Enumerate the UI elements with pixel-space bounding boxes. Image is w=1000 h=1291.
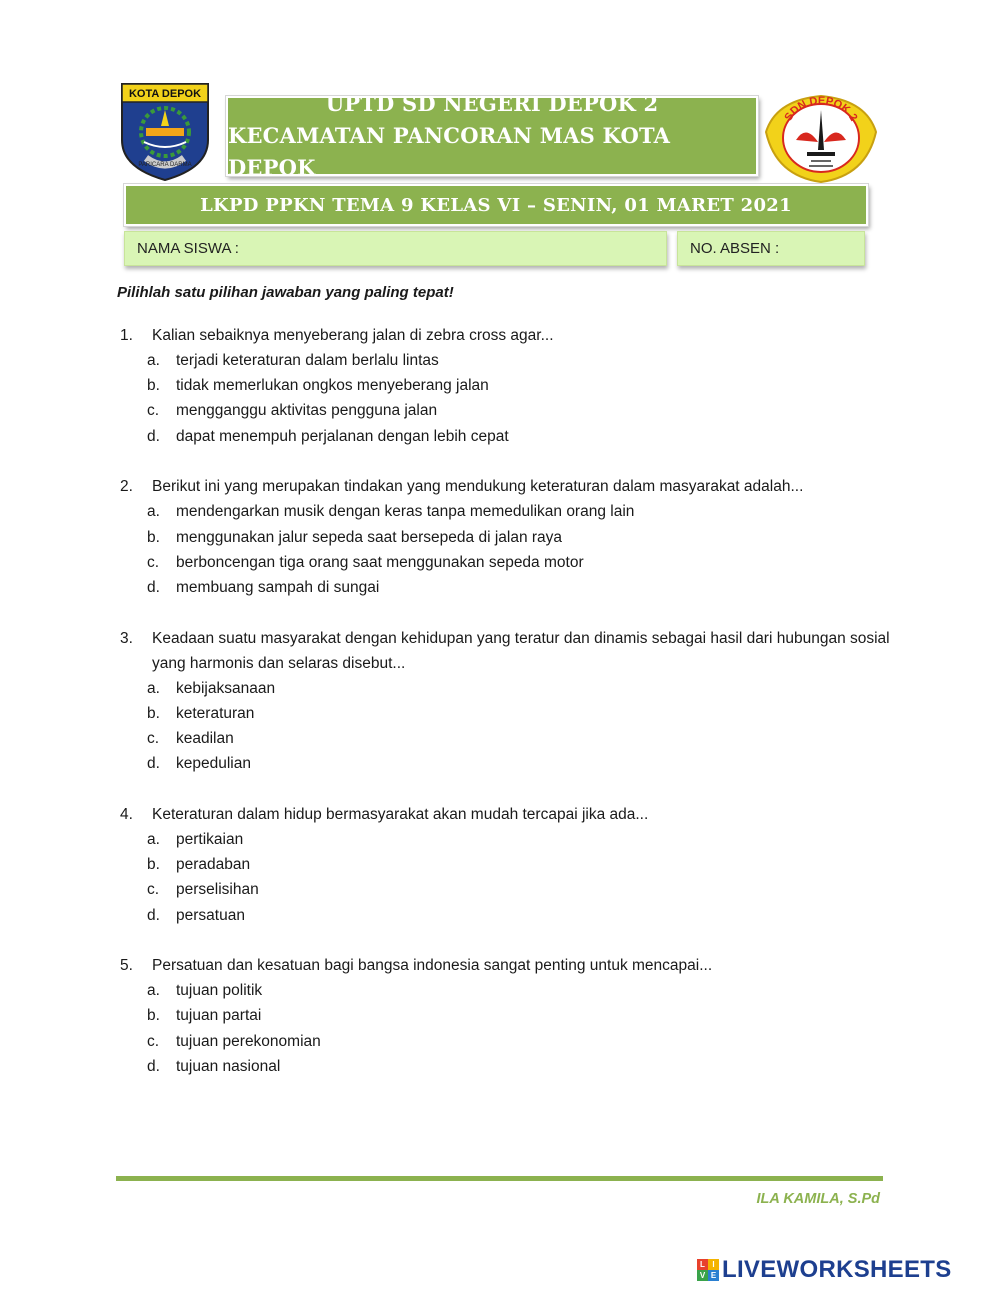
option-letter: d. xyxy=(147,906,160,924)
option-text: terjadi keteraturan dalam berlalu lintas xyxy=(176,352,439,369)
option-c[interactable] xyxy=(120,550,890,575)
option-text: pertikaian xyxy=(176,830,244,848)
option-letter: c. xyxy=(147,402,160,420)
option-text: tujuan politik xyxy=(176,982,263,1000)
option-letter: c. xyxy=(147,553,160,571)
option-a[interactable] xyxy=(120,348,890,373)
logo-letter: V xyxy=(697,1270,708,1281)
option-d[interactable] xyxy=(120,575,890,600)
question-text: Berikut ini yang merupakan tindakan yang mendukung keteraturan dalam masyarakat adalah... xyxy=(152,478,804,496)
option-c[interactable] xyxy=(120,877,890,902)
option-letter: b. xyxy=(147,704,160,722)
option-text: dapat menempuh perjalanan dengan lebih cepat xyxy=(176,427,509,445)
option-d[interactable] xyxy=(120,751,890,776)
option-text: menggunakan jalur sepeda saat bersepeda di jalan raya xyxy=(176,528,563,546)
question-5 xyxy=(120,953,890,1079)
worksheet-subtitle: LKPD PPKN TEMA 9 KELAS VI – SENIN, 01 MARET 2021 xyxy=(200,194,792,216)
option-d[interactable] xyxy=(120,903,890,928)
option-b[interactable] xyxy=(120,525,890,550)
option-text: mendengarkan musik dengan keras tanpa memedulikan orang lain xyxy=(176,503,635,521)
kota-depok-logo xyxy=(116,80,214,182)
option-text: tujuan perekonomian xyxy=(176,1032,321,1050)
option-text: keteraturan xyxy=(176,704,255,722)
question-number: 4. xyxy=(120,805,133,823)
option-letter: b. xyxy=(147,856,160,874)
option-letter: b. xyxy=(147,528,160,546)
logo-letter: I xyxy=(708,1259,719,1270)
option-letter: b. xyxy=(147,1007,160,1025)
sdn-depok-2-logo xyxy=(762,92,880,184)
question-list xyxy=(120,323,890,1105)
option-text: keadilan xyxy=(176,730,234,748)
option-c[interactable] xyxy=(120,726,890,751)
option-letter: c. xyxy=(147,881,160,899)
question-3 xyxy=(120,626,890,777)
option-letter: a. xyxy=(147,352,160,369)
option-a[interactable] xyxy=(120,827,890,852)
option-text: persatuan xyxy=(176,906,245,924)
option-letter: a. xyxy=(147,503,160,521)
option-d[interactable] xyxy=(120,1054,890,1079)
liveworksheets-logo-icon xyxy=(697,1259,719,1281)
attendance-number-field[interactable] xyxy=(677,231,865,266)
school-district: KECAMATAN PANCORAN MAS KOTA DEPOK xyxy=(228,123,671,180)
logo-left-title: KOTA DEPOK xyxy=(128,88,202,100)
option-text: perselisihan xyxy=(176,881,259,899)
option-a[interactable] xyxy=(120,978,890,1003)
logo-letter: L xyxy=(697,1259,708,1270)
option-letter: d. xyxy=(147,427,160,445)
option-b[interactable] xyxy=(120,852,890,877)
option-text: tidak memerlukan ongkos menyeberang jalan xyxy=(176,377,489,395)
option-letter: c. xyxy=(147,730,160,748)
logo-left-motto: PARICARA DARMA xyxy=(138,162,192,168)
school-title-banner xyxy=(226,91,758,180)
instruction: Pilihlah satu pilihan jawaban yang paling tepat! xyxy=(117,284,454,301)
logo-right-title: SDN DEPOK 2 xyxy=(782,94,860,124)
option-letter: a. xyxy=(147,982,160,1000)
question-text: Keadaan suatu masyarakat dengan kehidupan yang teratur dan dinamis sebagai hasil dari hubungan sosial yang harmonis dan selaras disebut... xyxy=(152,629,890,672)
option-letter: b. xyxy=(147,377,160,395)
question-number: 2. xyxy=(120,478,133,496)
option-c[interactable] xyxy=(120,398,890,423)
option-text: kepedulian xyxy=(176,755,251,773)
question-text: Keteraturan dalam hidup bermasyarakat akan mudah tercapai jika ada... xyxy=(152,805,649,823)
worksheet-subtitle-banner xyxy=(124,184,868,226)
option-letter: d. xyxy=(147,1057,160,1075)
question-number: 1. xyxy=(120,327,133,344)
question-text: Kalian sebaiknya menyeberang jalan di zebra cross agar... xyxy=(152,327,554,344)
option-text: berboncengan tiga orang saat menggunakan sepeda motor xyxy=(176,553,584,571)
option-d[interactable] xyxy=(120,424,890,449)
option-text: kebijaksanaan xyxy=(176,679,276,697)
option-letter: a. xyxy=(147,679,160,697)
option-letter: d. xyxy=(147,578,160,596)
question-1 xyxy=(120,323,890,449)
question-2 xyxy=(120,474,890,600)
liveworksheets-brand[interactable] xyxy=(697,1256,952,1284)
option-letter: d. xyxy=(147,755,160,773)
option-a[interactable] xyxy=(120,676,890,701)
logo-letter: E xyxy=(708,1270,719,1281)
option-b[interactable] xyxy=(120,701,890,726)
option-text: mengganggu aktivitas pengguna jalan xyxy=(176,402,438,420)
option-c[interactable] xyxy=(120,1029,890,1054)
option-letter: c. xyxy=(147,1032,160,1050)
option-text: membuang sampah di sungai xyxy=(176,578,380,596)
question-number: 3. xyxy=(120,629,133,647)
footer-divider xyxy=(116,1176,883,1181)
school-name: UPTD SD NEGERI DEPOK 2 xyxy=(325,91,659,116)
question-text: Persatuan dan kesatuan bagi bangsa indonesia sangat penting untuk mencapai... xyxy=(152,957,713,975)
option-text: tujuan nasional xyxy=(176,1057,281,1075)
student-name-label: NAMA SISWA : xyxy=(137,240,239,257)
option-text: peradaban xyxy=(176,856,251,874)
option-letter: a. xyxy=(147,830,160,848)
author-name: ILA KAMILA, S.Pd xyxy=(756,1191,880,1207)
question-4 xyxy=(120,802,890,928)
option-b[interactable] xyxy=(120,373,890,398)
question-number: 5. xyxy=(120,957,133,975)
student-name-field[interactable] xyxy=(124,231,667,266)
option-a[interactable] xyxy=(120,499,890,524)
attendance-number-label: NO. ABSEN : xyxy=(690,240,780,257)
option-text: tujuan partai xyxy=(176,1007,262,1025)
option-b[interactable] xyxy=(120,1003,890,1028)
brand-name: LIVEWORKSHEETS xyxy=(722,1256,952,1283)
